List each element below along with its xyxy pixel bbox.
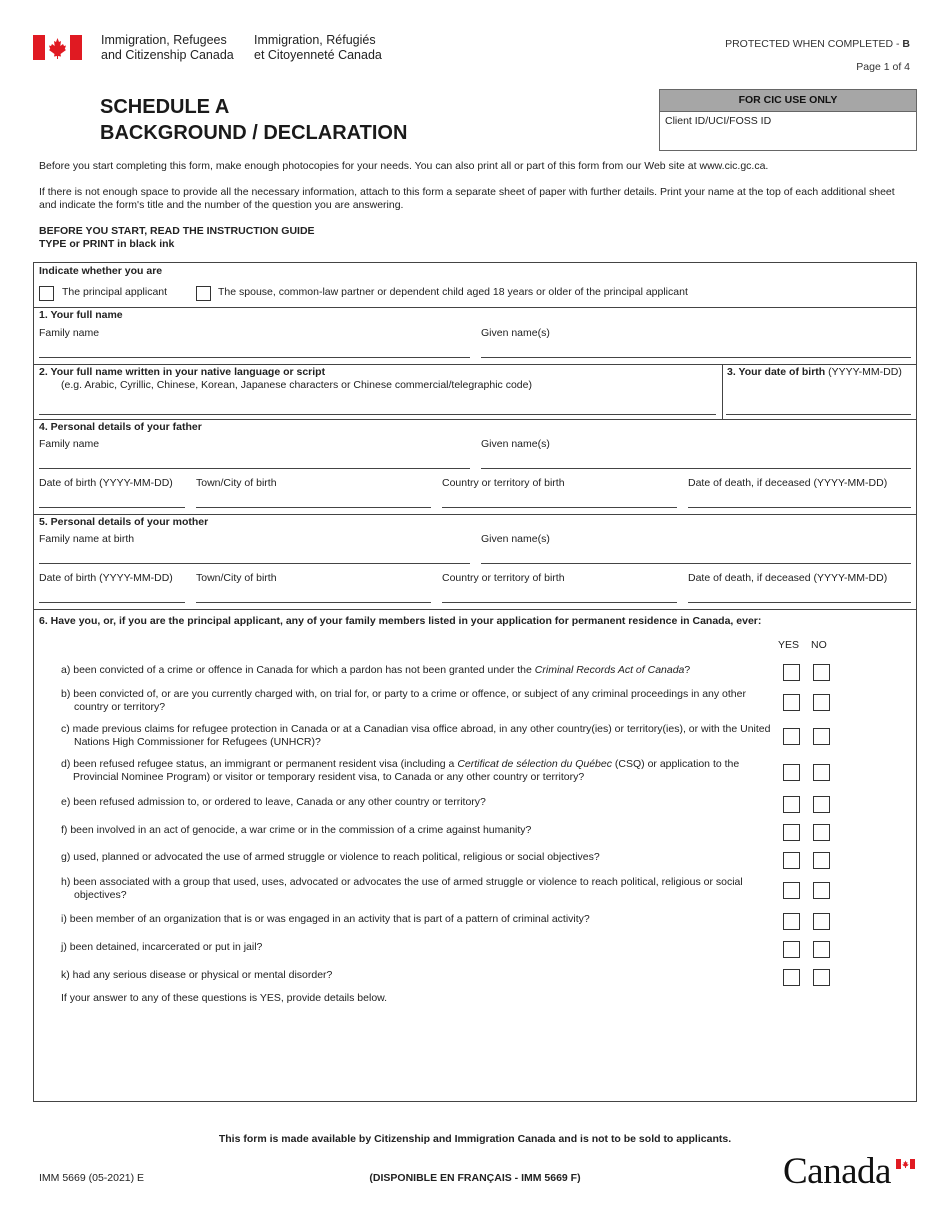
- father-given-name-input[interactable]: [481, 468, 911, 469]
- full-name-section: [34, 308, 916, 365]
- question-k-yes-checkbox[interactable]: [783, 969, 800, 986]
- question-a-end: ?: [684, 664, 691, 676]
- principal-applicant-label: The principal applicant: [62, 286, 168, 298]
- father-country-label: Country or territory of birth: [442, 477, 565, 489]
- mother-city-label: Town/City of birth: [196, 572, 277, 584]
- section-divider: [722, 365, 723, 419]
- canada-wordmark: Canada: [783, 1151, 891, 1192]
- no-column-header: NO: [811, 639, 827, 651]
- question-f: f) been involved in an act of genocide, a war crime or in the commission of a crime against humanity?: [61, 824, 532, 836]
- question-b-yes-checkbox[interactable]: [783, 694, 800, 711]
- question-c-no-checkbox[interactable]: [813, 728, 830, 745]
- question-a: [61, 664, 781, 677]
- question-a-yes-checkbox[interactable]: [783, 664, 800, 681]
- native-name-title: 2. Your full name written in your native language or script: [39, 366, 326, 378]
- question-g-yes-checkbox[interactable]: [783, 852, 800, 869]
- wordmark-flag-icon: [896, 1159, 915, 1169]
- question-i-yes-checkbox[interactable]: [783, 913, 800, 930]
- given-name-input[interactable]: [481, 357, 911, 358]
- question-f-yes-checkbox[interactable]: [783, 824, 800, 841]
- father-family-name-label: Family name: [39, 438, 100, 450]
- question-e: e) been refused admission to, or ordered to leave, Canada or any other country or territory?: [61, 796, 486, 808]
- date-of-birth-label: [727, 366, 902, 378]
- mother-given-name-label: Given name(s): [481, 533, 550, 545]
- full-name-title: 1. Your full name: [39, 309, 123, 321]
- father-family-name-input[interactable]: [39, 468, 470, 469]
- question-b: b) been convicted of, or are you currently charged with, on trial for, or party to a crime or offence, or subject of any criminal proceedings in any other country or territory?: [61, 688, 746, 713]
- cic-use-only-box: [659, 89, 917, 151]
- canada-flag-icon: [33, 35, 82, 60]
- question-d-no-checkbox[interactable]: [813, 764, 830, 781]
- question-f-no-checkbox[interactable]: [813, 824, 830, 841]
- intro-paragraph-1: Before you start completing this form, make enough photocopies for your needs. You can also print all or part of this form from our Web site at www.cic.gc.ca.: [39, 160, 769, 172]
- question-e-yes-checkbox[interactable]: [783, 796, 800, 813]
- mother-details-section: [34, 515, 916, 610]
- date-of-birth-input[interactable]: [726, 414, 911, 415]
- father-death-input[interactable]: [688, 507, 911, 508]
- details-instruction: If your answer to any of these questions is YES, provide details below.: [61, 992, 388, 1004]
- protected-text: PROTECTED WHEN COMPLETED -: [725, 38, 903, 50]
- father-details-section: [34, 420, 916, 515]
- mother-dob-input[interactable]: [39, 602, 185, 603]
- question-d-yes-checkbox[interactable]: [783, 764, 800, 781]
- question-d-end: (CSQ) or application to the Provincial Nominee Program) or visitor or temporary resident visa, to Canada or any other country or territory?: [73, 758, 740, 783]
- title-line1: SCHEDULE A: [100, 96, 230, 118]
- question-k: k) had any serious disease or physical or mental disorder?: [61, 969, 333, 981]
- father-death-label: Date of death, if deceased (YYYY-MM-DD): [688, 477, 888, 489]
- mother-given-name-input[interactable]: [481, 563, 911, 564]
- date-of-birth-format: (YYYY-MM-DD): [825, 366, 902, 378]
- father-country-input[interactable]: [442, 507, 677, 508]
- mother-country-label: Country or territory of birth: [442, 572, 565, 584]
- question-a-no-checkbox[interactable]: [813, 664, 830, 681]
- protected-level: B: [902, 38, 910, 50]
- family-name-input[interactable]: [39, 357, 470, 358]
- family-name-label: Family name: [39, 327, 100, 339]
- applicant-type-label: Indicate whether you are: [39, 265, 163, 277]
- mother-family-name-label: Family name at birth: [39, 533, 135, 545]
- question-d-csq: Certificat de sélection du Québec: [457, 758, 612, 770]
- question-d-text: d) been refused refugee status, an immigrant or permanent resident visa (including a: [61, 758, 458, 770]
- given-name-label: Given name(s): [481, 327, 550, 339]
- french-version-notice: (DISPONIBLE EN FRANÇAIS - IMM 5669 F): [369, 1172, 581, 1184]
- cic-box-header: FOR CIC USE ONLY: [660, 90, 916, 112]
- mother-death-label: Date of death, if deceased (YYYY-MM-DD): [688, 572, 888, 584]
- question-i-no-checkbox[interactable]: [813, 913, 830, 930]
- native-name-hint: (e.g. Arabic, Cyrillic, Chinese, Korean, Japanese characters or Chinese commercial/telegraphic code): [61, 379, 532, 391]
- father-city-input[interactable]: [196, 507, 431, 508]
- mother-dob-label: Date of birth (YYYY-MM-DD): [39, 572, 173, 584]
- question-h: h) been associated with a group that used, uses, advocated or advocates the use of armed struggle or violence to reach political, religious or social objectives?: [61, 876, 743, 901]
- father-city-label: Town/City of birth: [196, 477, 277, 489]
- father-details-title: 4. Personal details of your father: [39, 421, 202, 433]
- department-name-english: [101, 33, 234, 63]
- question-j-yes-checkbox[interactable]: [783, 941, 800, 958]
- father-given-name-label: Given name(s): [481, 438, 550, 450]
- instruction-guide-notice: BEFORE YOU START, READ THE INSTRUCTION GUIDE: [39, 225, 315, 237]
- question-g-no-checkbox[interactable]: [813, 852, 830, 869]
- applicant-type-section: [34, 263, 916, 308]
- yes-column-header: YES: [778, 639, 800, 651]
- question-a-act-name: Criminal Records Act of Canada: [534, 664, 685, 676]
- spouse-dependant-checkbox[interactable]: [196, 286, 211, 301]
- question-k-no-checkbox[interactable]: [813, 969, 830, 986]
- date-of-birth-title: 3. Your date of birth: [727, 366, 826, 378]
- question-a-text: a) been convicted of a crime or offence in Canada for which a pardon has not been granted under the: [61, 664, 535, 676]
- father-dob-input[interactable]: [39, 507, 185, 508]
- native-name-section: [34, 365, 916, 420]
- question-j-no-checkbox[interactable]: [813, 941, 830, 958]
- question-d: [61, 758, 781, 784]
- not-for-sale-notice: This form is made available by Citizenship and Immigration Canada and is not to be sold to applicants.: [218, 1133, 732, 1145]
- ink-instruction: TYPE or PRINT in black ink: [39, 238, 175, 250]
- question-h-no-checkbox[interactable]: [813, 882, 830, 899]
- mother-city-input[interactable]: [196, 602, 431, 603]
- question-i: i) been member of an organization that is or was engaged in an activity that is part of a pattern of criminal activity?: [61, 913, 590, 925]
- form-title: [100, 94, 407, 146]
- father-dob-label: Date of birth (YYYY-MM-DD): [39, 477, 173, 489]
- title-line2: BACKGROUND / DECLARATION: [100, 122, 408, 144]
- client-id-field[interactable]: Client ID/UCI/FOSS ID: [665, 115, 772, 127]
- question-c: c) made previous claims for refugee protection in Canada or at a Canadian visa office abroad, in any other country(ies) or territory(ies), or with the United Nations High Commissioner for Refugees (UNHCR)?: [61, 723, 771, 748]
- background-questions-title: 6. Have you, or, if you are the principal applicant, any of your family members listed in your application for permanent residence in Canada, ever:: [39, 615, 762, 627]
- dept-fr-line1: Immigration, Réfugiés: [254, 33, 376, 47]
- mother-country-input[interactable]: [442, 602, 677, 603]
- form-id: IMM 5669 (05-2021) E: [39, 1172, 145, 1184]
- form-body: [33, 262, 917, 1102]
- dept-fr-line2: et Citoyenneté Canada: [254, 48, 382, 62]
- question-b-no-checkbox[interactable]: [813, 694, 830, 711]
- question-g: g) used, planned or advocated the use of armed struggle or violence to reach political, religious or social objectives?: [61, 851, 600, 863]
- principal-applicant-checkbox[interactable]: [39, 286, 54, 301]
- question-e-no-checkbox[interactable]: [813, 796, 830, 813]
- page-number: Page 1 of 4: [856, 61, 910, 73]
- dept-en-line1: Immigration, Refugees: [101, 33, 227, 47]
- mother-death-input[interactable]: [688, 602, 911, 603]
- native-name-input[interactable]: [39, 414, 716, 415]
- question-j: j) been detained, incarcerated or put in jail?: [61, 941, 263, 953]
- question-h-yes-checkbox[interactable]: [783, 882, 800, 899]
- dept-en-line2: and Citizenship Canada: [101, 48, 234, 62]
- details-text-area[interactable]: [61, 1010, 911, 1095]
- mother-family-name-input[interactable]: [39, 563, 470, 564]
- mother-details-title: 5. Personal details of your mother: [39, 516, 209, 528]
- spouse-dependant-label: The spouse, common-law partner or dependent child aged 18 years or older of the principal applicant: [218, 286, 688, 298]
- intro-paragraph-2: If there is not enough space to provide all the necessary information, attach to this form a separate sheet of paper with further details. Print your name at the top of each additional sheet and indicate the form's title and the number of the question you are answering.: [39, 186, 895, 211]
- protected-label: [725, 38, 910, 50]
- department-name-french: [254, 33, 382, 63]
- question-c-yes-checkbox[interactable]: [783, 728, 800, 745]
- background-questions-section: [34, 610, 916, 1100]
